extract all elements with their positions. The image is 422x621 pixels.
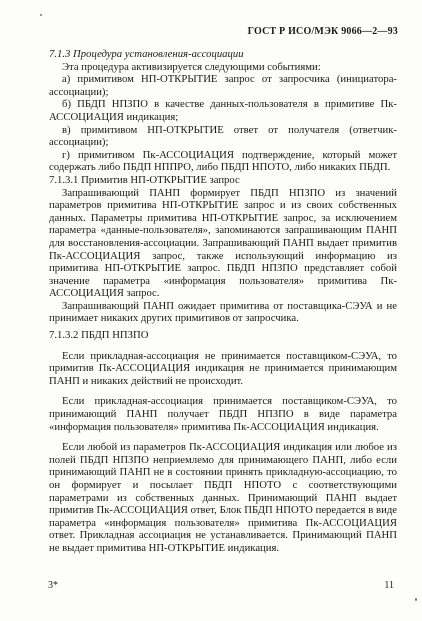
document-body [49, 48, 397, 555]
paragraph-7-1-3-2-second: Если прикладная-ассоциация принимается поставщиком-СЭУА, то принимающий ПАНП получает ПБДП НПЗПО в виде параметра «информация пользователя» примитива Пк-АССОЦИАЦИЯ индикация. [49, 395, 397, 433]
section-heading-7-1-3-2: 7.1.3.2 ПБДП НПЗПО [49, 329, 149, 342]
paragraph-intro: Эта процедура активизируется следующими событиями: [62, 60, 321, 73]
paragraph-7-1-3-2-third: Если любой из параметров Пк-АССОЦИАЦИЯ индикация или любое из полей ПБДП НПЗПО неприемлемо для принимающего ПАНП, либо если принимающий ПАНП не в состоянии принять прикладную-ассоциацию, то он формирует и посылает ПБДП НПОТО с соответствующими параметрами из собственных данных. Принимающий ПАНП выдает примитив Пк-АССОЦИАЦИЯ ответ, Блок ПБДП НПОТО передается в виде параметра «информация пользователя» примитива Пк-АССОЦИАЦИЯ ответ. Прикладная ассоциация не устанавливается. Принимающий ПАНП не выдает примитива НП-ОТКРЫТИЕ индикация. [49, 441, 397, 554]
scan-speck [415, 598, 417, 601]
paragraph-7-1-3-1-first: Запрашивающий ПАНП формирует ПБДП НПЗПО из значений параметров примитива НП-ОТКРЫТИЕ запрос и из своих собственных данных. Параметры примитива НП-ОТКРЫТИЕ запрос, за исключением параметра «данные-пользователя», запоминаются запрашивающим ПАНП для восстановления-ассоциации. Запрашивающий ПАНП выдает примитив Пк-АССОЦИАЦИЯ запрос, также использующий информацию из примитива НП-ОТКРЫТИЕ запрос. ПБДП НПЗПО представляет собой значение параметра «информация пользователя» примитива Пк-АССОЦИАЦИЯ запрос. [49, 186, 397, 300]
signature-mark: 3* [48, 580, 58, 591]
list-item-g: г) примитивом Пк-АССОЦИАЦИЯ подтверждение, который может содержать либо ПБДП НППРО, либо ПБДП НПОТО, либо никаких ПБДП. [49, 148, 397, 174]
list-item-a: а) примитивом НП-ОТКРЫТИЕ запрос от запросчика (инициатора-ассоциации); [49, 73, 397, 98]
paragraph-7-1-3-2-first: Если прикладная-ассоциация не принимается поставщиком-СЭУА, то примитив Пк-АССОЦИАЦИЯ индикация не принимается принимающим ПАНП и никаких действий не происходит. [49, 349, 397, 387]
paragraph-7-1-3-1-second: Запрашивающий ПАНП ожидает примитива от поставщика-СЭУА и не принимает никаких других примитивов от запросчика. [49, 299, 397, 325]
scan-speck [40, 14, 42, 16]
page-number: 11 [384, 580, 394, 591]
list-item-v: в) примитивом НП-ОТКРЫТИЕ ответ от получателя (ответчик-ассоциации); [49, 123, 397, 149]
list-item-b: б) ПБДП НПЗПО в качестве данных-пользователя в примитиве Пк-АССОЦИАЦИЯ индикация; [49, 98, 397, 123]
section-heading-7-1-3: 7.1.3 Процедура установления-ассоциации [49, 48, 244, 60]
section-heading-7-1-3-1: 7.1.3.1 Примитив НП-ОТКРЫТИЕ запрос [49, 173, 240, 186]
standard-designation: ГОСТ Р ИСО/МЭК 9066—2—93 [247, 26, 398, 37]
